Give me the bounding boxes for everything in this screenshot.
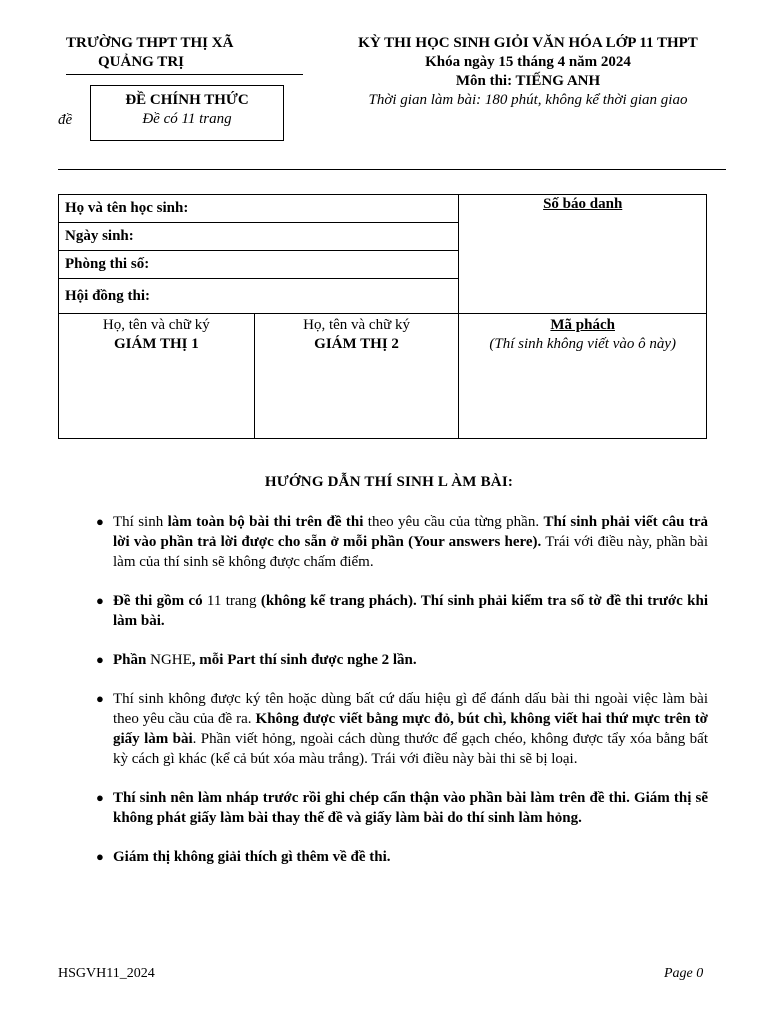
student-name-field[interactable]: Họ và tên học sinh:: [59, 195, 459, 223]
candidate-number-box: [459, 195, 707, 314]
bullet-icon: ●: [96, 652, 104, 667]
exam-room-field[interactable]: Phòng thi số:: [59, 251, 459, 279]
instruction-bold-text: làm toàn bộ bài thi trên đề thi: [167, 514, 364, 530]
instruction-item: [96, 788, 708, 828]
bullet-icon: ●: [96, 593, 104, 608]
instruction-item: [96, 847, 708, 867]
proctor1-title: GIÁM THỊ 1: [113, 336, 199, 352]
instruction-text: Trái với điều này, phần bài làm của thí sinh sẽ không được chấm điểm.: [113, 534, 708, 570]
exam-date: Khóa ngày 15 tháng 4 năm 2024: [425, 54, 631, 70]
instruction-text: . Phần viết hỏng, ngoài cách dùng thước để gạch chéo, không được tẩy xóa bằng bất kỳ cách gì khác (kể cả bút xóa màu trắng). Trái với điều này bài thi sẽ bị loại.: [113, 731, 709, 767]
bullet-icon: ●: [96, 849, 104, 864]
instruction-item: [96, 512, 708, 572]
instruction-text: 11 trang: [202, 593, 261, 609]
date-of-birth-field[interactable]: Ngày sinh:: [59, 223, 459, 251]
school-name-line1: TRƯỜNG THPT THỊ XÃ: [66, 35, 234, 51]
bullet-icon: ●: [96, 790, 104, 805]
instruction-bold-text: Giám thị không giải thích gì thêm về đề thi.: [113, 849, 391, 865]
school-underline: [66, 74, 303, 75]
instruction-text: NGHE: [146, 652, 192, 668]
school-name-line2: QUẢNG TRỊ: [98, 54, 184, 70]
bullet-icon: ●: [96, 514, 104, 529]
instruction-text: theo yêu cầu của từng phần.: [363, 514, 544, 530]
stray-de-word: đề: [58, 112, 73, 128]
header-divider: [58, 169, 726, 170]
official-exam-box: [90, 85, 284, 141]
instruction-text: Thí sinh không được ký tên hoặc dùng bất cứ dấu hiệu gì để đánh dấu bài thi ngoài việc làm bài theo yêu cầu của đề ra.: [113, 691, 708, 727]
exam-header: [322, 34, 734, 110]
school-name: [66, 34, 286, 72]
proctor2-signature-box[interactable]: [254, 314, 459, 439]
instructions-title: HƯỚNG DẪN THÍ SINH L ÀM BÀI:: [264, 474, 514, 490]
instruction-bold-text: , mỗi Part thí sinh được nghe 2 lần.: [191, 652, 417, 668]
exam-subject: Môn thi: TIẾNG ANH: [455, 73, 601, 89]
exam-time: Thời gian làm bài: 180 phút, không kể thời gian giao: [368, 92, 688, 108]
secret-code-title: Mã phách: [550, 317, 615, 333]
instruction-bold-text: Không được viết bằng mực đỏ, bút chì, không viết hai thứ mực trên tờ giấy làm bài: [113, 711, 708, 747]
instruction-bold-text: Phần: [113, 652, 147, 668]
candidate-number-label: Số báo danh: [543, 196, 623, 212]
instruction-item: [96, 591, 708, 631]
footer-doc-code: HSGVH11_2024: [58, 966, 155, 981]
proctor2-title: GIÁM THỊ 2: [314, 336, 399, 352]
exam-council-field[interactable]: Hội đồng thi:: [59, 279, 459, 314]
exam-title: KỲ THI HỌC SINH GIỎI VĂN HÓA LỚP 11 THPT: [358, 35, 698, 51]
secret-code-note: (Thí sinh không viết vào ô này): [489, 336, 677, 352]
candidate-info-table: [58, 194, 707, 439]
instruction-bold-text: Thí sinh nên làm nháp trước rồi ghi chép cẩn thận vào phần bài làm trên đề thi. Giám thị sẽ không phát giấy làm bài thay thế đề và giấy làm bài do thí sinh làm hỏng.: [113, 790, 708, 826]
instruction-bold-text: Thí sinh phải viết câu trả lời vào phần trả lời được cho sẵn ở mỗi phần (Your answers here).: [113, 514, 709, 550]
official-title: ĐỀ CHÍNH THỨC: [125, 92, 249, 108]
proctor2-caption: Họ, tên và chữ ký: [303, 317, 410, 333]
instruction-bold-text: Đề thi gồm có: [113, 593, 203, 609]
secret-code-box: [459, 314, 707, 439]
instruction-item: [96, 689, 708, 769]
instruction-text: Thí sinh: [113, 514, 168, 530]
footer-page-number: Page 0: [664, 966, 704, 981]
instruction-item: [96, 650, 708, 670]
proctor1-signature-box[interactable]: [59, 314, 255, 439]
instruction-bold-text: (không kể trang phách). Thí sinh phải kiểm tra số tờ đề thi trước khi làm bài.: [113, 593, 708, 629]
proctor1-caption: Họ, tên và chữ ký: [102, 317, 210, 333]
instructions-list: [96, 512, 708, 886]
bullet-icon: ●: [96, 691, 104, 706]
official-page-count: Đề có 11 trang: [142, 111, 232, 127]
